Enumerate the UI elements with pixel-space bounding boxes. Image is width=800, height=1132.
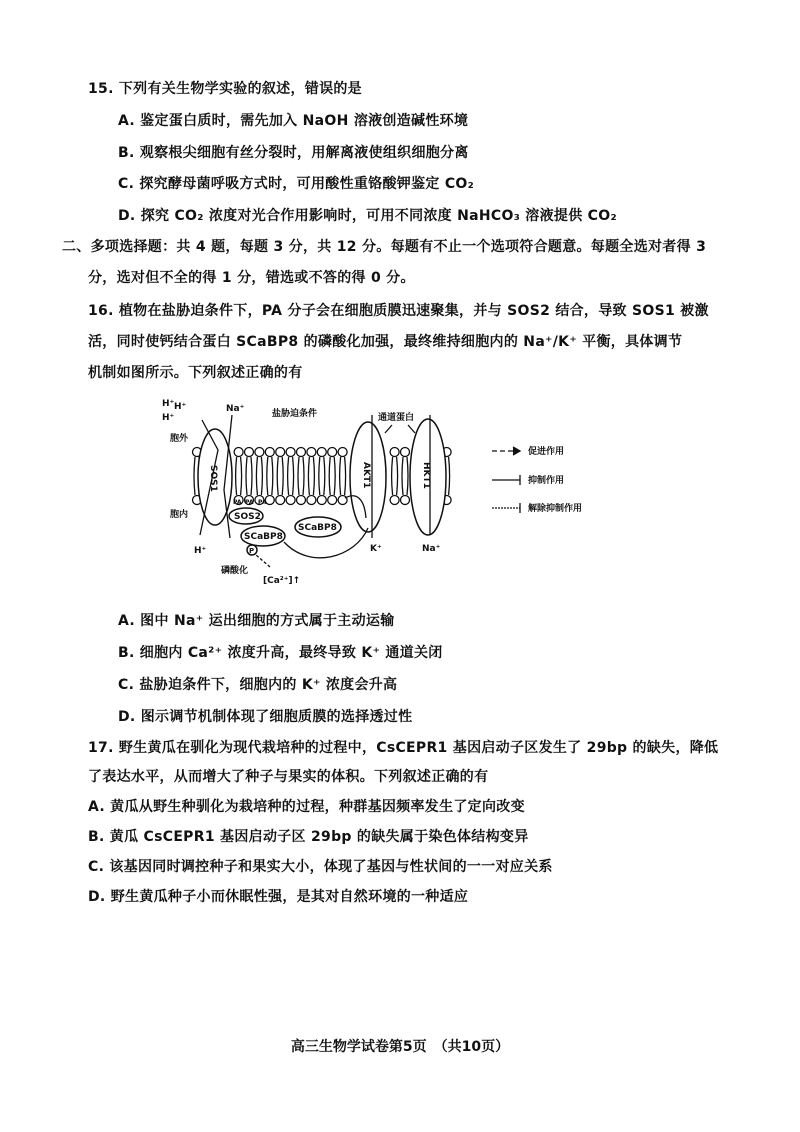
- svg-text:SCaBP8: SCaBP8: [298, 523, 337, 533]
- svg-text:SCaBP8: SCaBP8: [244, 532, 283, 542]
- legend: [492, 445, 582, 514]
- q17-option-b: B. 黄瓜 CsCEPR1 基因启动子区 29bp 的缺失属于染色体结构变异: [88, 829, 529, 845]
- lipid-head: [276, 496, 285, 505]
- svg-text:PA: PA: [258, 499, 267, 506]
- lipid-tail: [267, 457, 268, 495]
- section2-heading-cont: 分，选对但不全的得 1 分，错选或不答的得 0 分。: [88, 270, 415, 286]
- svg-text:H⁺: H⁺: [162, 399, 175, 409]
- svg-text:H⁺: H⁺: [162, 413, 175, 423]
- lipid-tail: [272, 457, 273, 495]
- lipid-head: [390, 496, 399, 505]
- svg-text:磷酸化: 磷酸化: [221, 566, 249, 576]
- svg-text:抑制作用: 抑制作用: [528, 476, 565, 486]
- lipid-head: [255, 448, 264, 457]
- lipid-tail: [236, 457, 237, 495]
- lipid-tail: [407, 457, 408, 495]
- svg-text:Na⁺: Na⁺: [422, 544, 441, 554]
- q16-option-a: A. 图中 Na⁺ 运出细胞的方式属于主动运输: [118, 613, 395, 629]
- lipid-head: [245, 448, 254, 457]
- lipid-head: [265, 448, 274, 457]
- q17-option-a: A. 黄瓜从野生种驯化为栽培种的过程，种群基因频率发生了定向改变: [88, 799, 525, 815]
- lipid-head: [297, 496, 306, 505]
- svg-text:通道蛋白: 通道蛋白: [378, 413, 415, 423]
- svg-text:胞内: 胞内: [170, 510, 189, 520]
- svg-text:SOS1: SOS1: [208, 465, 218, 492]
- svg-text:P: P: [249, 547, 255, 555]
- lipid-tail: [303, 457, 304, 495]
- q15-option-a: A. 鉴定蛋白质时，需先加入 NaOH 溶液创造碱性环境: [118, 113, 469, 129]
- q15-option-c: C. 探究酵母菌呼吸方式时，可用酸性重铬酸钾鉴定 CO₂: [118, 176, 475, 192]
- lipid-tail: [345, 457, 346, 495]
- lipid-tail: [402, 457, 403, 495]
- q15-stem: 15. 下列有关生物学实验的叙述，错误的是: [88, 81, 362, 97]
- lipid-head: [317, 448, 326, 457]
- lipid-head: [265, 496, 274, 505]
- svg-text:SOS2: SOS2: [234, 512, 261, 522]
- q16-stem-3: 机制如图所示。下列叙述正确的有: [88, 365, 303, 381]
- lipid-head: [401, 448, 410, 457]
- lipid-head: [307, 448, 316, 457]
- svg-text:胞外: 胞外: [170, 434, 189, 444]
- svg-text:H⁺: H⁺: [194, 546, 207, 556]
- lipid-head: [317, 496, 326, 505]
- svg-text:[Ca²⁺]↑: [Ca²⁺]↑: [263, 576, 301, 586]
- svg-text:盐胁迫条件: 盐胁迫条件: [272, 409, 318, 419]
- svg-text:PA: PA: [245, 499, 254, 506]
- q17-stem-1: 17. 野生黄瓜在驯化为现代栽培种的过程中，CsCEPR1 基因启动子区发生了 29bp 的缺失，降低: [88, 740, 719, 756]
- lipid-tail: [261, 457, 262, 495]
- lipid-tail: [241, 457, 242, 495]
- lipid-tail: [256, 457, 257, 495]
- lipid-head: [401, 496, 410, 505]
- q17-option-d: D. 野生黄瓜种子小而休眠性强，是其对自然环境的一种适应: [88, 889, 469, 905]
- lipid-head: [286, 496, 295, 505]
- q16-option-b: B. 细胞内 Ca²⁺ 浓度升高，最终导致 K⁺ 通道关闭: [118, 645, 443, 661]
- lipid-head: [286, 448, 295, 457]
- membrane-diagram: [160, 390, 620, 590]
- lipid-head: [307, 496, 316, 505]
- lipid-head: [338, 448, 347, 457]
- svg-text:K⁺: K⁺: [370, 544, 382, 554]
- lipid-tail: [319, 457, 320, 495]
- q15-option-d: D. 探究 CO₂ 浓度对光合作用影响时，可用不同浓度 NaHCO₃ 溶液提供 CO₂: [118, 208, 617, 224]
- lipid-tail: [293, 457, 294, 495]
- svg-text:HKT1: HKT1: [421, 462, 431, 489]
- lipid-tail: [324, 457, 325, 495]
- lipid-tail: [251, 457, 252, 495]
- q15-option-b: B. 观察根尖细胞有丝分裂时，用解离液使组织细胞分离: [118, 145, 469, 161]
- lipid-tail: [194, 457, 195, 495]
- svg-text:PA: PA: [233, 499, 242, 506]
- lipid-tail: [329, 457, 330, 495]
- lipid-tail: [246, 457, 247, 495]
- lipid-tail: [397, 457, 398, 495]
- lipid-tail: [277, 457, 278, 495]
- lipid-tail: [449, 457, 450, 495]
- lipid-head: [276, 448, 285, 457]
- lipid-head: [338, 496, 347, 505]
- q17-option-c: C. 该基因同时调控种子和果实大小，体现了基因与性状间的一一对应关系: [88, 859, 553, 875]
- svg-text:AKT1: AKT1: [361, 462, 371, 489]
- svg-text:解除抑制作用: 解除抑制作用: [528, 504, 583, 514]
- lipid-head: [234, 448, 243, 457]
- lipid-tail: [288, 457, 289, 495]
- svg-text:H⁺: H⁺: [174, 402, 187, 412]
- lipid-head: [328, 448, 337, 457]
- lipid-head: [297, 448, 306, 457]
- lipid-tail: [308, 457, 309, 495]
- q17-stem-2: 了表达水平，从而增大了种子与果实的体积。下列叙述正确的有: [88, 769, 489, 785]
- lipid-tail: [334, 457, 335, 495]
- lipid-tail: [298, 457, 299, 495]
- lipid-tail: [392, 457, 393, 495]
- page-footer: 高三生物学试卷第5页 （共10页）: [290, 1039, 510, 1055]
- lipid-tail: [313, 457, 314, 495]
- svg-text:Na⁺: Na⁺: [226, 404, 245, 414]
- section2-heading: 二、多项选择题：共 4 题，每题 3 分，共 12 分。每题有不止一个选项符合题意。每题全选对者得 3: [62, 239, 707, 255]
- svg-text:促进作用: 促进作用: [528, 447, 565, 457]
- lipid-head: [328, 496, 337, 505]
- q16-option-c: C. 盐胁迫条件下，细胞内的 K⁺ 浓度会升高: [118, 677, 398, 693]
- q16-stem-1: 16. 植物在盐胁迫条件下，PA 分子会在细胞质膜迅速聚集，并与 SOS2 结合，导致 SOS1 被激: [88, 303, 709, 319]
- lipid-head: [390, 448, 399, 457]
- lipid-tail: [282, 457, 283, 495]
- lipid-tail: [340, 457, 341, 495]
- q16-option-d: D. 图示调节机制体现了细胞质膜的选择透过性: [118, 709, 413, 725]
- q16-stem-2: 活，同时使钙结合蛋白 SCaBP8 的磷酸化加强，最终维持细胞内的 Na⁺/K⁺ 平衡，具体调节: [88, 334, 683, 350]
